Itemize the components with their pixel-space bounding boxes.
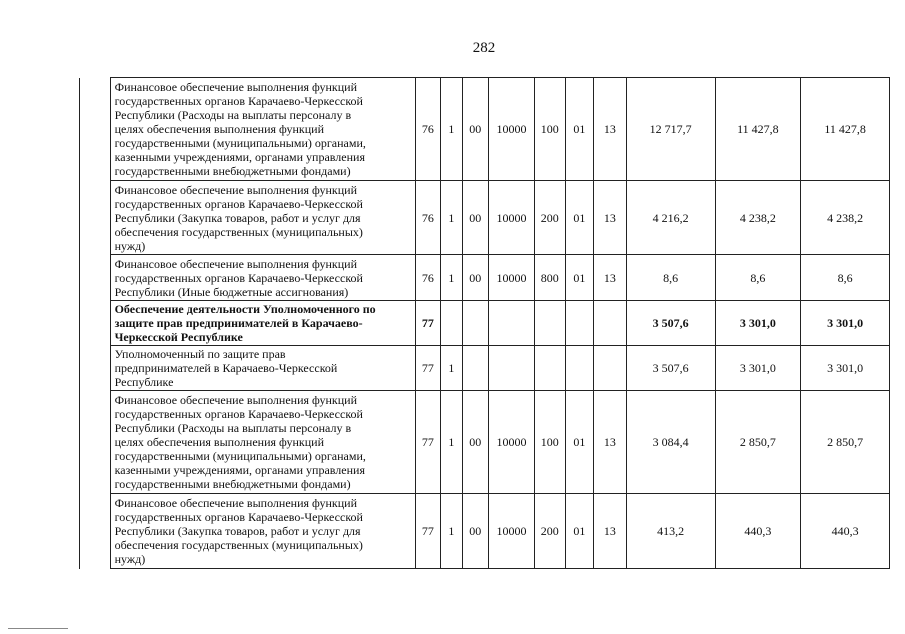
code-cell: 1 [441,181,462,255]
code-cell: 01 [565,78,594,181]
code-cell: 13 [594,494,627,569]
blank-cell [80,391,111,494]
amount-cell: 3 301,0 [715,346,801,391]
code-cell: 200 [534,494,565,569]
code-cell: 10000 [489,494,535,569]
code-cell: 13 [594,391,627,494]
amount-cell: 3 507,6 [626,301,715,346]
code-cell: 00 [462,494,489,569]
amount-cell: 413,2 [626,494,715,569]
code-cell: 10000 [489,255,535,301]
code-cell [441,301,462,346]
blank-cell [80,78,111,181]
table-row [80,78,890,181]
code-cell [534,301,565,346]
code-cell: 13 [594,78,627,181]
code-cell [489,301,535,346]
amount-cell: 3 084,4 [626,391,715,494]
code-cell: 800 [534,255,565,301]
code-cell: 01 [565,391,594,494]
code-cell: 01 [565,181,594,255]
amount-cell: 8,6 [801,255,890,301]
code-cell: 00 [462,255,489,301]
code-cell: 1 [441,78,462,181]
code-cell [565,301,594,346]
blank-cell [80,301,111,346]
code-cell: 01 [565,255,594,301]
amount-cell: 2 850,7 [801,391,890,494]
code-cell: 77 [415,301,441,346]
code-cell [462,346,489,391]
amount-cell: 4 238,2 [801,181,890,255]
blank-cell [80,181,111,255]
footer-divider [8,628,68,629]
code-cell: 77 [415,346,441,391]
table-row [80,255,890,301]
amount-cell: 8,6 [715,255,801,301]
code-cell: 00 [462,181,489,255]
table-row [80,494,890,569]
table-row [80,391,890,494]
table-row [80,181,890,255]
code-cell: 00 [462,391,489,494]
amount-cell: 3 301,0 [801,301,890,346]
blank-cell [80,346,111,391]
code-cell [594,346,627,391]
row-name: Финансовое обеспечение выполнения функций государственных органов Карачаево-Черкесской Республики (Расходы на выплаты персоналу в целях обеспечения выполнения функций государственными (муниципальными) органами, казенными учреждениями, органами управления государственными внебюджетными фондами) [110,78,415,181]
code-cell: 1 [441,494,462,569]
page-number: 282 [472,40,496,56]
code-cell [534,346,565,391]
code-cell [565,346,594,391]
code-cell: 77 [415,391,441,494]
code-cell: 1 [441,391,462,494]
amount-cell: 440,3 [801,494,890,569]
table-row [80,301,890,346]
code-cell: 100 [534,391,565,494]
amount-cell: 12 717,7 [626,78,715,181]
code-cell: 1 [441,255,462,301]
blank-cell [80,255,111,301]
code-cell: 10000 [489,181,535,255]
code-cell: 13 [594,181,627,255]
code-cell: 77 [415,494,441,569]
amount-cell: 2 850,7 [715,391,801,494]
amount-cell: 3 507,6 [626,346,715,391]
table-row [80,346,890,391]
code-cell: 100 [534,78,565,181]
code-cell: 1 [441,346,462,391]
code-cell: 10000 [489,391,535,494]
row-name: Финансовое обеспечение выполнения функций государственных органов Карачаево-Черкесской Республики (Закупка товаров, работ и услуг для обеспечения государственных (муниципальных) нужд) [110,181,415,255]
code-cell: 13 [594,255,627,301]
code-cell: 10000 [489,78,535,181]
row-name: Финансовое обеспечение выполнения функций государственных органов Карачаево-Черкесской Республики (Закупка товаров, работ и услуг для обеспечения государственных (муниципальных) нужд) [110,494,415,569]
code-cell: 01 [565,494,594,569]
row-name: Финансовое обеспечение выполнения функций государственных органов Карачаево-Черкесской Республики (Расходы на выплаты персоналу в целях обеспечения выполнения функций государственными (муниципальными) органами, казенными учреждениями, органами управления государственными внебюджетными фондами) [110,391,415,494]
code-cell: 76 [415,255,441,301]
code-cell [462,301,489,346]
amount-cell: 4 216,2 [626,181,715,255]
row-name: Уполномоченный по защите прав предпринимателей в Карачаево-Черкесской Республике [110,346,415,391]
amount-cell: 4 238,2 [715,181,801,255]
code-cell: 76 [415,78,441,181]
amount-cell: 8,6 [626,255,715,301]
amount-cell: 440,3 [715,494,801,569]
code-cell [594,301,627,346]
blank-cell [80,494,111,569]
amount-cell: 11 427,8 [801,78,890,181]
row-name: Финансовое обеспечение выполнения функций государственных органов Карачаево-Черкесской Республики (Иные бюджетные ассигнования) [110,255,415,301]
code-cell: 200 [534,181,565,255]
amount-cell: 3 301,0 [715,301,801,346]
code-cell: 76 [415,181,441,255]
code-cell: 00 [462,78,489,181]
budget-table [79,77,890,569]
amount-cell: 11 427,8 [715,78,801,181]
row-name: Обеспечение деятельности Уполномоченного по защите прав предпринимателей в Карачаево- Черкесской Республике [110,301,415,346]
code-cell [489,346,535,391]
amount-cell: 3 301,0 [801,346,890,391]
